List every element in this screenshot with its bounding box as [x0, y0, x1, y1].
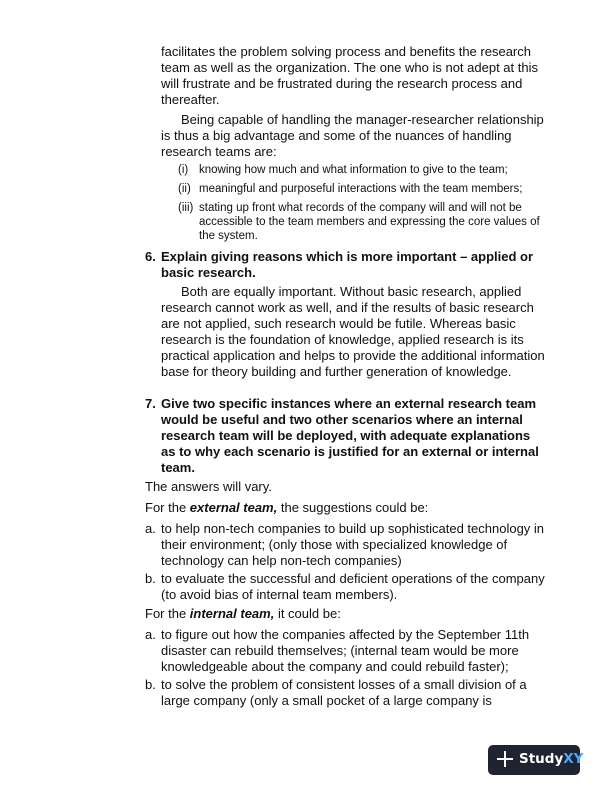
paragraph-continuation: facilitates the problem solving process and benefits the research team as well as the organization. The one who is not adept at this will frustrate and be frustrated during the research process and thereafter.	[161, 44, 538, 107]
list-text: to figure out how the companies affected by the September 11th disaster can rebuild themselves; (internal team would be more knowledgeable about the company and could rebuild faster);	[161, 627, 530, 674]
question-7	[145, 396, 546, 476]
nuance-number: (iii)	[178, 202, 194, 214]
internal-item-b	[145, 677, 546, 709]
external-team-intro	[145, 500, 546, 516]
list-text: to help non-tech companies to build up sophisticated technology in their environment; (only those with specialized knowledge of technology can help non-tech companies)	[161, 521, 545, 568]
nuance-number: (i)	[178, 164, 189, 176]
question-text: Give two specific instances where an external research team would be useful and two other scenarios where an internal research team will be deployed, with adequate explanations as to why each scenario is justified for an external or internal team.	[161, 396, 539, 475]
internal-team-emphasis: internal team,	[189, 606, 275, 621]
internal-team-intro	[145, 606, 546, 622]
intro-suffix: the suggestions could be:	[277, 500, 429, 515]
question-number: 7.	[145, 396, 156, 411]
nuance-item-2	[178, 182, 546, 196]
nuance-item-3	[178, 201, 546, 243]
answers-vary-note: The answers will vary.	[145, 479, 272, 494]
nuance-text: meaningful and purposeful interactions with the team members;	[199, 183, 523, 195]
external-team-emphasis: external team,	[189, 500, 278, 515]
question-number: 6.	[145, 249, 156, 264]
brand-main: Study	[519, 751, 564, 767]
list-text: to evaluate the successful and deficient operations of the company (to avoid bias of internal team members).	[161, 571, 545, 602]
internal-item-a	[145, 627, 546, 675]
plus-icon	[497, 751, 513, 767]
question-6	[145, 249, 546, 281]
external-item-a	[145, 521, 546, 569]
brand-accent: XY	[563, 751, 584, 767]
intro-prefix: For the	[145, 500, 190, 515]
external-item-b	[145, 571, 546, 603]
list-marker: b.	[145, 571, 156, 586]
list-marker: b.	[145, 677, 156, 692]
studyxy-badge[interactable]	[488, 745, 584, 775]
brand-label	[519, 751, 583, 767]
answer-6: Both are equally important. Without basic research, applied research cannot work as well, and if the results of basic research are not applied, such research would be futile. Whereas basic research is the foundation of knowledge, applied research is its practical application and helps to provide the additional information base for theory building and further generation of knowledge.	[161, 284, 545, 379]
nuance-item-1	[178, 163, 546, 177]
nuance-number: (ii)	[178, 183, 191, 195]
question-text: Explain giving reasons which is more important – applied or basic research.	[161, 249, 534, 280]
paragraph-manager-researcher: Being capable of handling the manager-researcher relationship is thus a big advantage and some of the nuances of handling research teams are:	[161, 112, 544, 159]
intro-prefix: For the	[145, 606, 190, 621]
list-marker: a.	[145, 521, 156, 536]
nuance-text: stating up front what records of the company will and will not be accessible to the team members and expressing the core values of the system.	[199, 202, 540, 242]
intro-suffix: it could be:	[274, 606, 341, 621]
list-marker: a.	[145, 627, 156, 642]
list-text: to solve the problem of consistent losses of a small division of a large company (only a small pocket of a large company is	[161, 677, 527, 708]
nuance-text: knowing how much and what information to give to the team;	[199, 164, 508, 176]
